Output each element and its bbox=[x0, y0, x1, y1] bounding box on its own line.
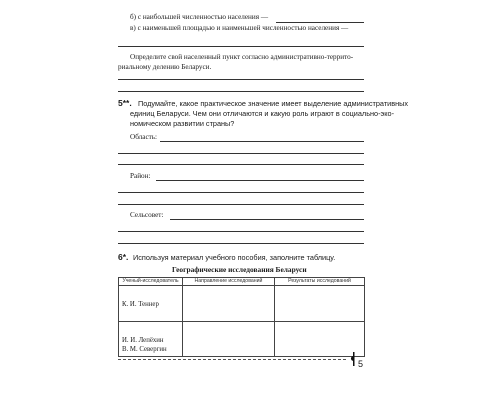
table-row bbox=[119, 286, 365, 322]
answer-line[interactable] bbox=[118, 91, 364, 92]
task6-text: Используя материал учебного пособия, заполните таблицу. bbox=[133, 253, 336, 262]
oblast-label: Область: bbox=[130, 133, 158, 141]
scientist-cell bbox=[119, 286, 183, 322]
scientist-name: В. М. Севергин bbox=[122, 346, 167, 353]
header-results: Результаты исследований bbox=[275, 278, 365, 286]
item-b-text: б) с наибольшей численностью населения — bbox=[130, 13, 269, 21]
scientist-cell bbox=[119, 322, 183, 357]
scientist-name: К. И. Теннер bbox=[122, 301, 159, 308]
answer-line[interactable] bbox=[118, 192, 364, 193]
scientist-name: И. И. Лепёхин bbox=[122, 337, 164, 344]
task6-number: 6*. bbox=[118, 252, 129, 262]
task5-number: 5**. bbox=[118, 98, 132, 108]
answer-line[interactable] bbox=[118, 204, 364, 205]
raion-label: Район: bbox=[130, 172, 151, 180]
determine-text-line1: Определите свой населенный пункт согласно административно-террито- bbox=[130, 53, 354, 61]
determine-text-line2: риальному делению Беларуси. bbox=[118, 63, 212, 71]
header-direction: Направление исследований bbox=[183, 278, 275, 286]
research-table bbox=[118, 277, 365, 357]
answer-line[interactable] bbox=[118, 46, 364, 47]
answer-line[interactable] bbox=[170, 219, 364, 220]
answer-line[interactable] bbox=[118, 79, 364, 80]
task5-text-line2: единиц Беларуси. Чем они отличаются и какую роль играют в социально-эко- bbox=[130, 109, 394, 118]
answer-line[interactable] bbox=[118, 164, 364, 165]
answer-line[interactable] bbox=[118, 231, 364, 232]
answer-line[interactable] bbox=[160, 141, 364, 142]
selsovet-label: Сельсовет: bbox=[130, 211, 164, 219]
task5-text-line1: Подумайте, какое практическое значение имеет выделение административных bbox=[138, 99, 409, 108]
answer-line[interactable] bbox=[118, 243, 364, 244]
direction-cell[interactable] bbox=[183, 322, 275, 357]
task5-text-line3: номическом развитии страны? bbox=[130, 119, 235, 128]
item-v-text: в) с наименьшей площадью и наименьшей численностью населения — bbox=[130, 24, 349, 32]
answer-line[interactable] bbox=[276, 22, 364, 23]
answer-line[interactable] bbox=[156, 180, 364, 181]
page-number: 5 bbox=[358, 359, 364, 369]
table-row bbox=[119, 322, 365, 357]
results-cell[interactable] bbox=[275, 286, 365, 322]
footer-divider bbox=[118, 359, 346, 360]
table-header-row bbox=[119, 278, 365, 286]
table-title: Географические исследования Беларуси bbox=[172, 265, 307, 274]
direction-cell[interactable] bbox=[183, 286, 275, 322]
header-scientist: Ученый-исследователь bbox=[119, 278, 183, 286]
answer-line[interactable] bbox=[118, 153, 364, 154]
